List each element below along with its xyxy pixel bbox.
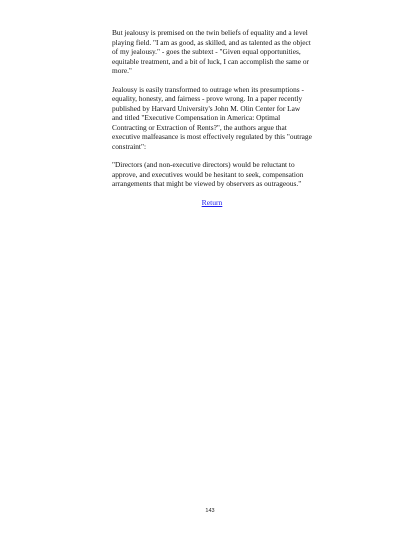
document-body	[112, 28, 312, 207]
page-number: 143	[205, 508, 215, 514]
return-link[interactable]: Return	[201, 197, 223, 207]
paragraph-jealousy-premise: But jealousy is premised on the twin beliefs of equality and a level playing field. "I am as good, as skilled, and as talented as the object of my jealousy." - goes the subtext - "Given equal opportunities, equitable treatment, and a bit of luck, I can accomplish the same or more."	[112, 28, 311, 75]
paragraph-quote-directors: "Directors (and non-executive directors) would be reluctant to approve, and executives would be hesitant to seek, compensation arrangements that might be viewed by observers as outrageous."	[112, 160, 304, 188]
paragraph-outrage: Jealousy is easily transformed to outrage when its presumptions - equality, honesty, and fairness - prove wrong. In a paper recently published by Harvard University's John M. Olin Center for Law and titled "Executive Compensation in America: Optimal Contracting or Extraction of Rents?", the authors argue that executive malfeasance is most effectively regulated by this "outrage constraint":	[112, 84, 312, 151]
return-link-container	[112, 198, 312, 208]
